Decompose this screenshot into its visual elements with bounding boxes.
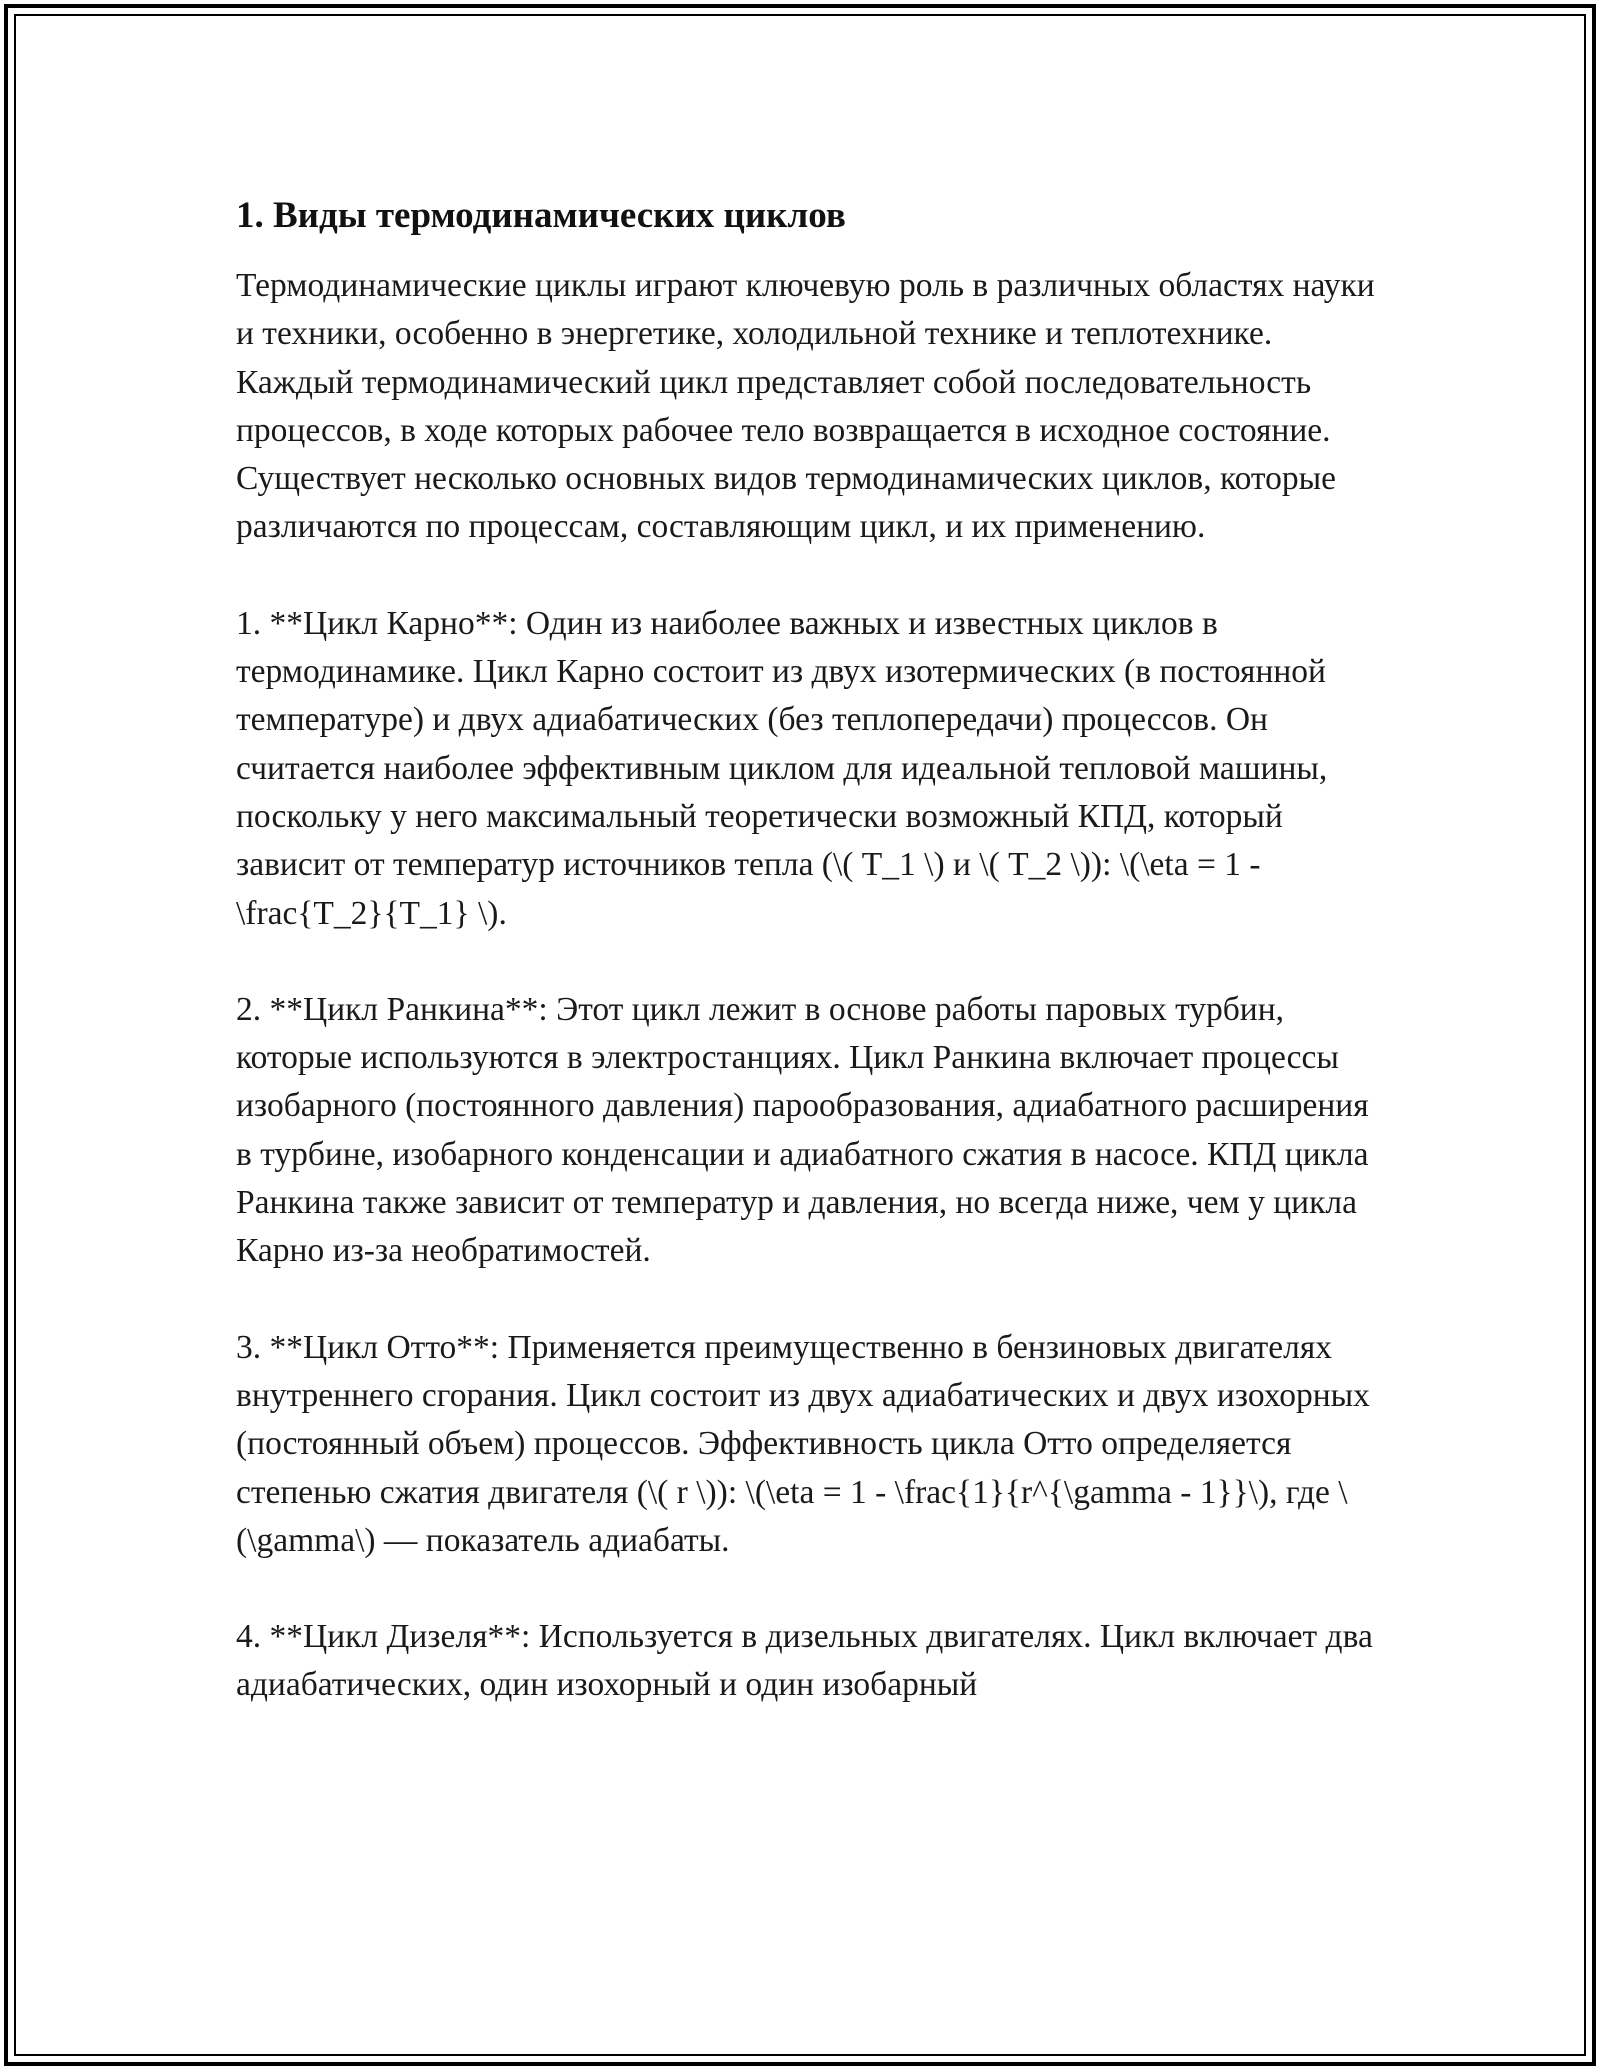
section-heading: 1. Виды термодинамических циклов xyxy=(236,195,846,236)
otto-cycle-paragraph: 3. **Цикл Отто**: Применяется преимущественно в бензиновых двигателях внутреннего сгорания. Цикл состоит из двух адиабатических и двух изохорных (постоянный объем) процессов. Эффективность цикла Отто определяется степенью сжатия двигателя (\( r \)): \(\eta = 1 - \frac{1}{r^{\gamma - 1}}\), где \(\gamma\) — показатель адиабаты. xyxy=(236,1328,1370,1559)
carnot-cycle-paragraph: 1. **Цикл Карно**: Один из наиболее важных и известных циклов в термодинамике. Цикл Карно состоит из двух изотермических (в постоянной температуре) и двух адиабатических (без теплопередачи) процессов. Он считается наиболее эффективным циклом для идеальной тепловой машины, поскольку у него максимальный теоретически возможный КПД, который зависит от температур источников тепла (\( T_1 \) и \( T_2 \)): \(\eta = 1 - \frac{T_2}{T_1} \). xyxy=(236,604,1328,932)
rankine-cycle-paragraph: 2. **Цикл Ранкина**: Этот цикл лежит в основе работы паровых турбин, которые используются в электростанциях. Цикл Ранкина включает процессы изобарного (постоянного давления) парообразования, адиабатного расширения в турбине, изобарного конденсации и адиабатного сжатия в насосе. КПД цикла Ранкина также зависит от температур и давления, но всегда ниже, чем у цикла Карно из-за необратимостей. xyxy=(236,990,1369,1270)
document-body xyxy=(236,190,1376,1710)
diesel-cycle-paragraph: 4. **Цикл Дизеля**: Используется в дизельных двигателях. Цикл включает два адиабатических, один изохорный и один изобарный xyxy=(236,1618,1373,1704)
intro-paragraph: Термодинамические циклы играют ключевую роль в различных областях науки и техники, особенно в энергетике, холодильной технике и теплотехнике. Каждый термодинамический цикл представляет собой последовательность процессов, в ходе которых рабочее тело возвращается в исходное состояние. Существует несколько основных видов термодинамических циклов, которые различаются по процессам, составляющим цикл, и их применению. xyxy=(236,267,1375,546)
